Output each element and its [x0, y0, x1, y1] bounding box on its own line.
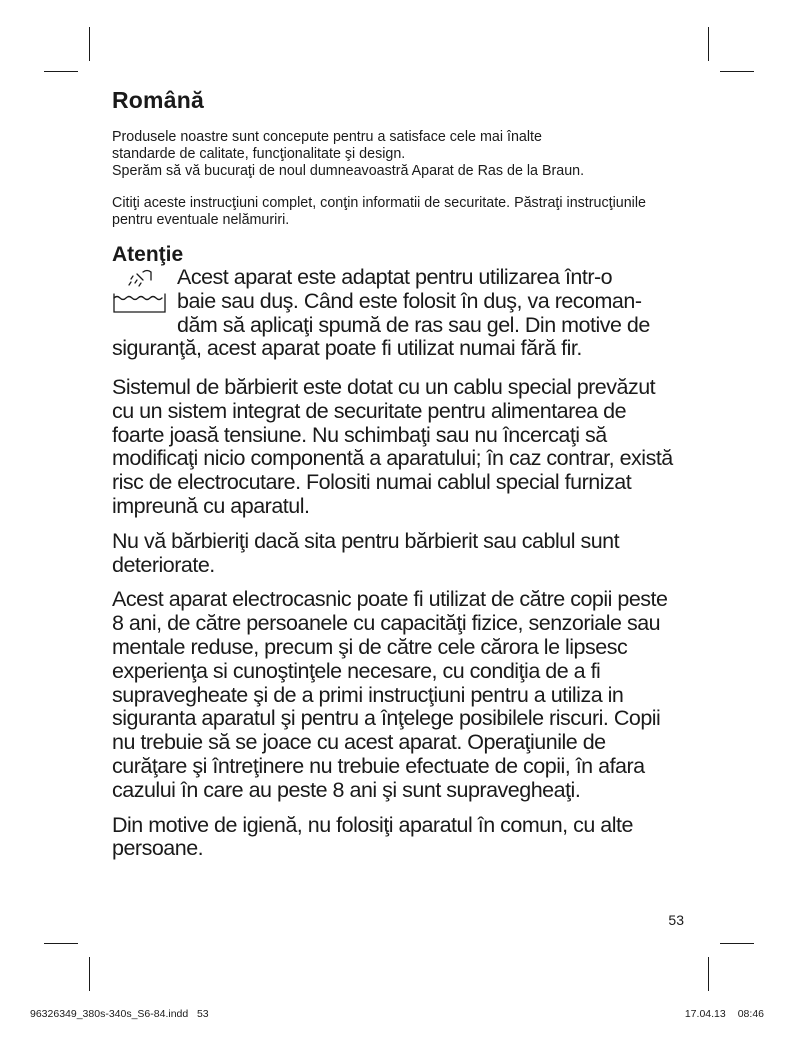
footer-file-name: 96326349_380s-340s_S6-84.indd 53: [30, 1008, 209, 1020]
crop-mark-bottom-right-vertical: [708, 957, 709, 991]
crop-mark-bottom-right-horizontal: [720, 943, 754, 944]
intro-paragraph-2: Citiţi aceste instrucţiuni complet, conţin informatii de securitate. Păstraţi instrucţiunile pentru eventuale nelămuriri.: [112, 195, 646, 228]
crop-mark-top-left-horizontal: [44, 71, 78, 72]
bath-shower-paragraph: [112, 266, 682, 361]
intro-paragraph-1: [112, 129, 682, 180]
crop-mark-top-right-horizontal: [720, 71, 754, 72]
intro-line-2: standarde de calitate, funcţionalitate şi design.: [112, 146, 406, 162]
bath-line-1: Acest aparat este adaptat pentru utilizarea într-o: [177, 265, 613, 289]
crop-mark-bottom-left-vertical: [89, 957, 90, 991]
cable-safety-paragraph: Sistemul de bărbierit este dotat cu un cablu special prevăzut cu un sistem integrat de securitate pentru alimentarea de foarte joasă tensiune. Nu schimbaţi sau nu încercaţi să modificaţi nicio componentă a aparatului; în caz contrar, există risc de electrocutare. Folositi numai cablul special furnizat impreună cu aparatul.: [112, 375, 673, 518]
hygiene-paragraph: Din motive de igienă, nu folosiţi aparatul în comun, cu alte persoane.: [112, 812, 633, 861]
children-usage-paragraph: Acest aparat electrocasnic poate fi utilizat de către copii peste 8 ani, de către persoanele cu capacităţi fizice, senzoriale sau mentale reduse, precum şi de către cele cărora le lipsesc experienţa si cunoştinţele necesare, cu condiţia de a fi supravegheate şi de a primi instrucţiuni pentru a utiliza in siguranta aparatul şi pentru a înţelege posibilele riscuri. Copii nu trebuie să se joace cu acest aparat. Operaţiunile de curăţare şi întreţinere nu trebuie efectuate de copii, în afara cazului în care au peste 8 ani şi sunt supravegheaţi.: [112, 587, 668, 802]
bath-line-2: baie sau duş. Când este folosit în duş, va recoman-: [177, 288, 642, 313]
bath-line-3: dăm să aplicaţi spumă de ras sau gel. Din motive de: [177, 312, 650, 337]
footer-time: 08:46: [737, 1008, 764, 1020]
footer-timestamp: [685, 1008, 764, 1020]
damaged-foil-paragraph: Nu vă bărbieriţi dacă sita pentru bărbierit sau cablul sunt deteriorate.: [112, 528, 620, 577]
warning-body: [112, 376, 682, 872]
footer-date: 17.04.13: [684, 1008, 726, 1020]
crop-mark-top-right-vertical: [708, 27, 709, 61]
crop-mark-bottom-left-horizontal: [44, 943, 78, 944]
bath-line-4: siguranţă, acest aparat poate fi utilizat numai fără fir.: [112, 336, 582, 361]
page-number: 53: [668, 912, 684, 928]
warning-heading: Atenţie: [112, 243, 184, 266]
crop-mark-top-left-vertical: [89, 27, 90, 61]
intro-line-3: Sperăm să vă bucuraţi de noul dumneavoastră Aparat de Ras de la Braun.: [112, 163, 585, 179]
page-title: Română: [112, 87, 204, 113]
intro-line-1: Produsele noastre sunt concepute pentru a satisface cele mai înalte: [112, 129, 542, 145]
